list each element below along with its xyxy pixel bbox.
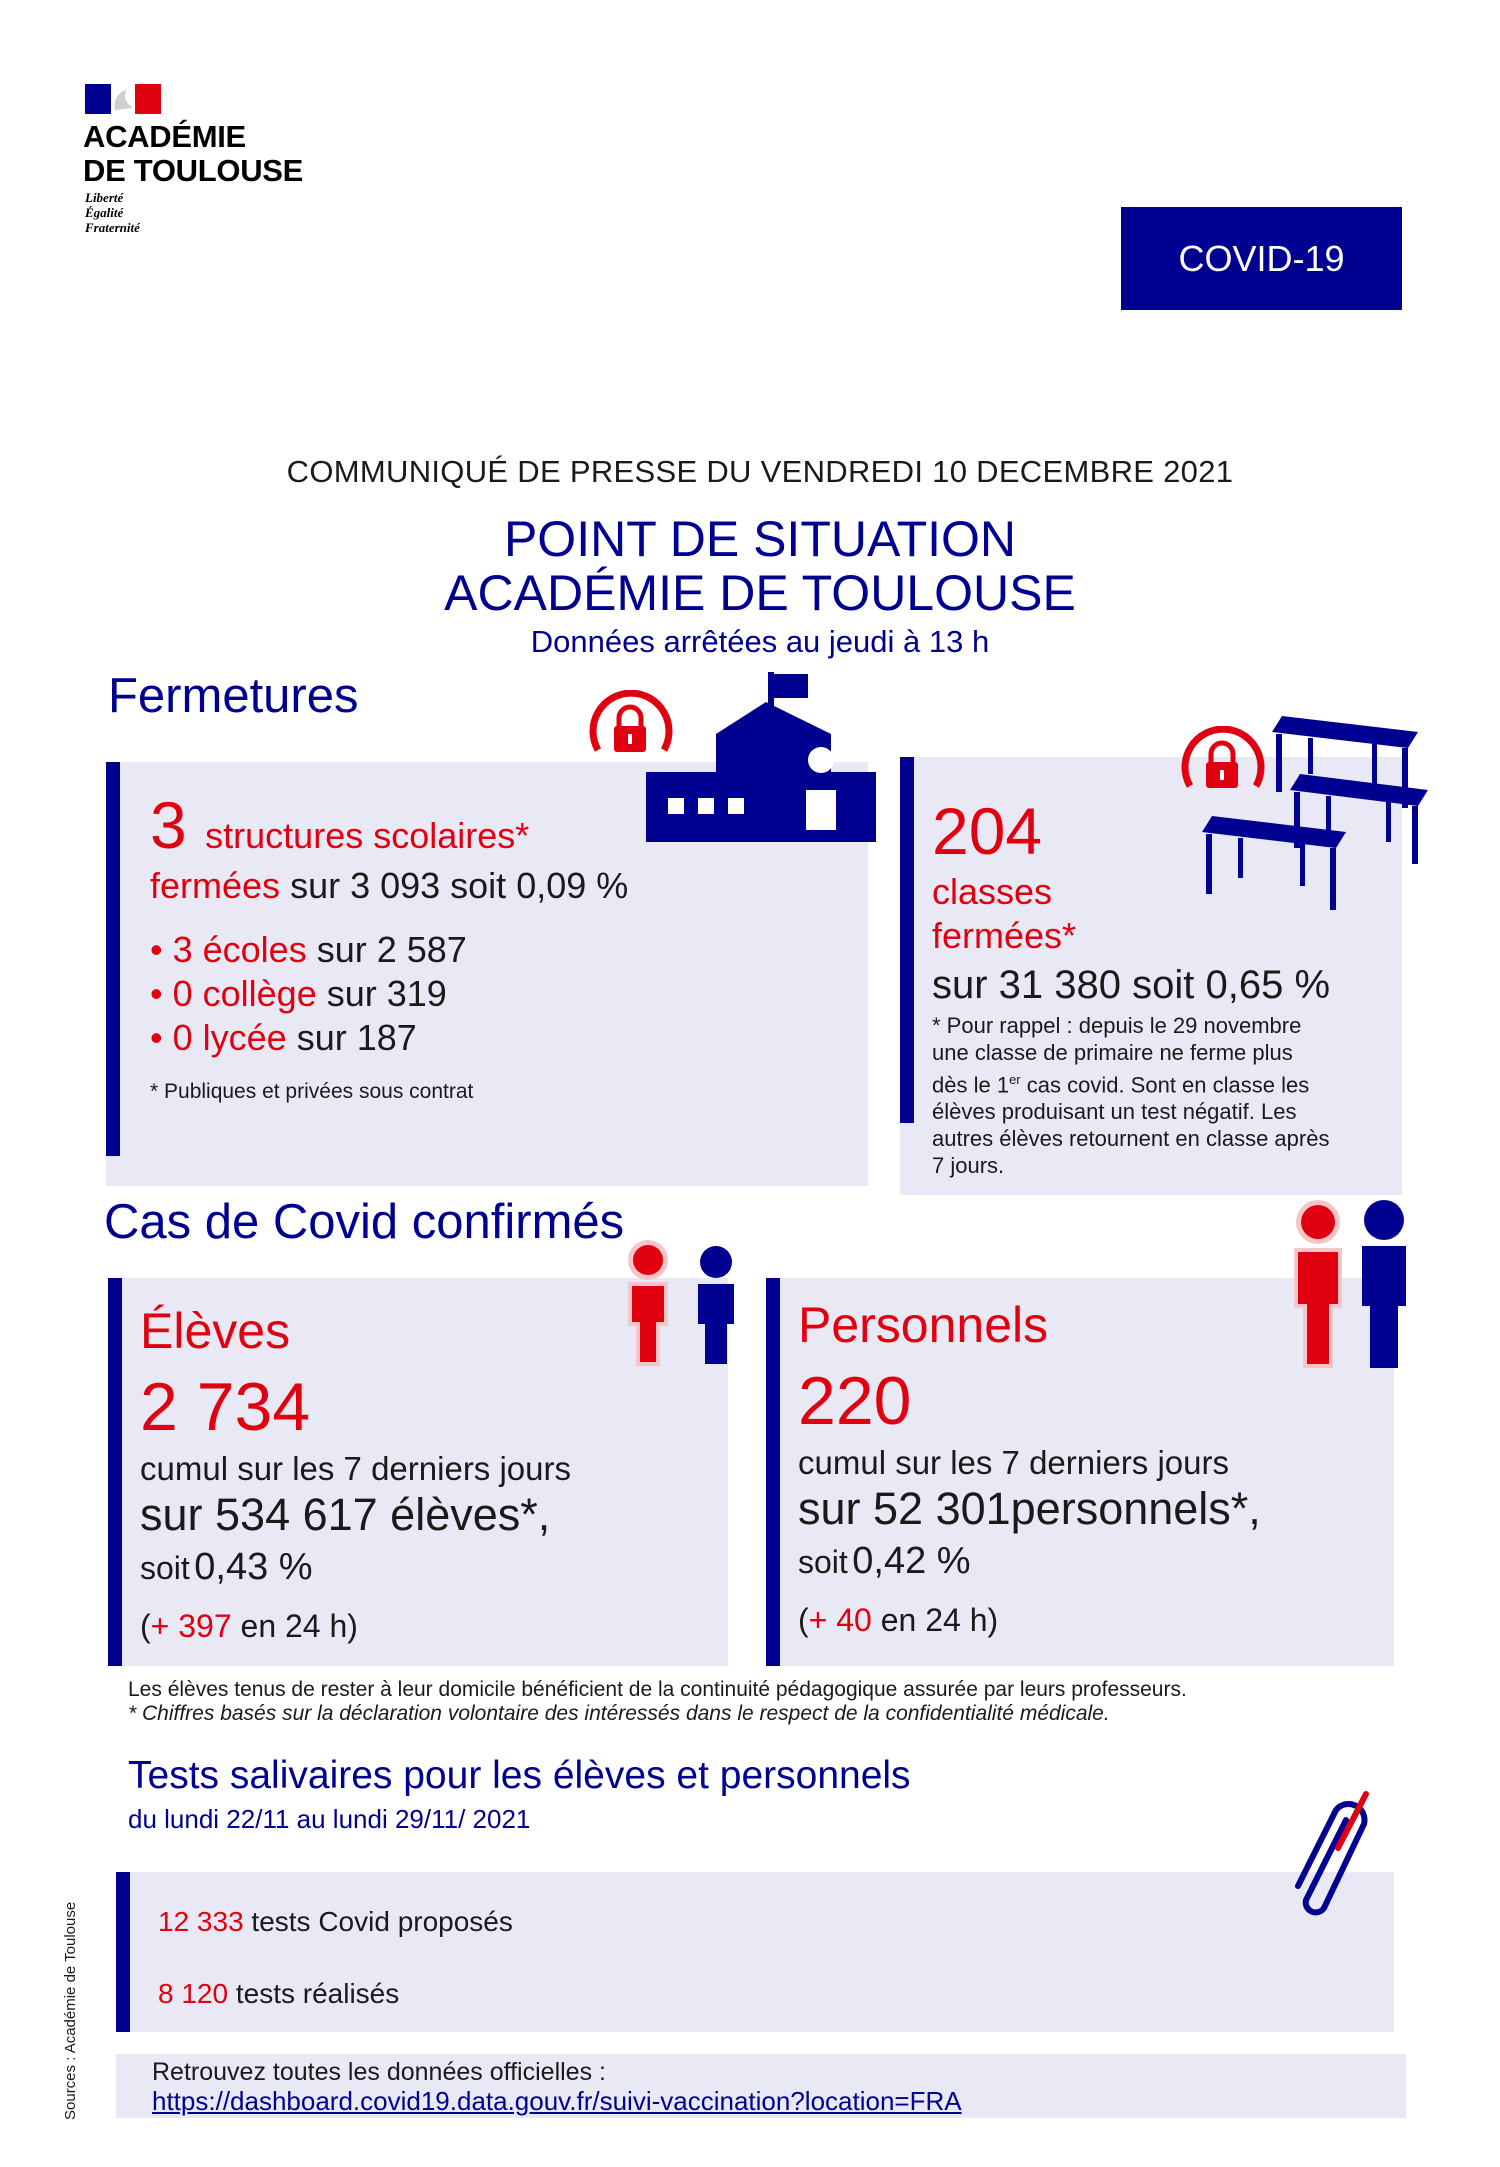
eleves-soit: soit 0,43 % bbox=[140, 1546, 313, 1588]
personnels-count: 220 bbox=[798, 1363, 912, 1439]
classes-note: * Pour rappel : depuis le 29 novembre une classe de primaire ne ferme plus dès le 1er cas covid. Sont en classe les élèves produisant un test négatif. Les autres élèves retournent en classe après 7 jours. bbox=[932, 1013, 1330, 1179]
structures-breakdown bbox=[150, 928, 467, 1060]
panel-accent-bar bbox=[116, 1872, 130, 2032]
structures-count: 3 bbox=[150, 788, 187, 862]
footer-text: Retrouvez toutes les données officielles : bbox=[152, 2058, 606, 2086]
tests-period: du lundi 22/11 au lundi 29/11/ 2021 bbox=[128, 1804, 531, 1834]
school-building-icon bbox=[646, 672, 876, 844]
paperclip-icon bbox=[1286, 1790, 1376, 1930]
eleves-count: 2 734 bbox=[140, 1369, 311, 1445]
structures-ratio: fermées sur 3 093 soit 0,09 % bbox=[150, 865, 629, 906]
personnels-total: sur 52 301personnels*, bbox=[798, 1483, 1261, 1534]
panel-accent-bar bbox=[766, 1278, 780, 1666]
list-item: • 3 écoles sur 2 587 bbox=[150, 929, 467, 970]
personnels-title: Personnels bbox=[798, 1297, 1049, 1353]
academie-logo-text: ACADÉMIE DE TOULOUSE bbox=[83, 119, 304, 188]
covid-badge: COVID-19 bbox=[1121, 207, 1402, 310]
classes-ratio: sur 31 380 soit 0,65 % bbox=[932, 963, 1331, 1007]
panel-accent-bar bbox=[900, 757, 914, 1123]
marianne-flag-icon bbox=[85, 84, 161, 114]
source-label: Sources : Académie de Toulouse bbox=[62, 1901, 79, 2120]
person-icon bbox=[1286, 1196, 1414, 1372]
list-item: • 0 collège sur 319 bbox=[150, 973, 447, 1014]
tests-heading: Tests salivaires pour les élèves et personnels bbox=[128, 1754, 911, 1797]
school-desks-icon bbox=[1196, 712, 1428, 930]
classes-label: classes fermées* bbox=[932, 871, 1077, 956]
structures-footnote: * Publiques et privées sous contrat bbox=[150, 1080, 474, 1103]
page-subtitle: Données arrêtées au jeudi à 13 h bbox=[530, 624, 990, 659]
eleves-total: sur 534 617 élèves*, bbox=[140, 1489, 551, 1540]
structures-label: structures scolaires* bbox=[205, 815, 530, 856]
panel-accent-bar bbox=[108, 1278, 122, 1666]
cas-notes: Les élèves tenus de rester à leur domicile bénéficient de la continuité pédagogique assurée par leurs professeurs. * Chiffres basés sur la déclaration volontaire des intéressés dans le respect de la confidentialité médicale. bbox=[128, 1678, 1187, 1725]
section-fermetures-heading: Fermetures bbox=[108, 669, 359, 723]
dashboard-link[interactable]: https://dashboard.covid19.data.gouv.fr/suivi-vaccination?location=FRA bbox=[152, 2086, 962, 2116]
republic-motto: Liberté Égalité Fraternité bbox=[85, 190, 140, 235]
list-item: • 0 lycée sur 187 bbox=[150, 1017, 417, 1058]
personnels-cumul: cumul sur les 7 derniers jours bbox=[798, 1444, 1229, 1481]
eleves-delta: (+ 397 en 24 h) bbox=[140, 1608, 358, 1644]
panel-accent-bar bbox=[106, 762, 120, 1156]
press-release-date: COMMUNIQUÉ DE PRESSE DU VENDREDI 10 DECEMBRE 2021 bbox=[286, 454, 1234, 489]
personnels-soit: soit 0,42 % bbox=[798, 1540, 971, 1582]
classes-count: 204 bbox=[932, 794, 1043, 868]
structures-headline bbox=[150, 790, 529, 860]
person-icon bbox=[618, 1238, 744, 1368]
section-cas-heading: Cas de Covid confirmés bbox=[104, 1195, 625, 1249]
personnels-delta: (+ 40 en 24 h) bbox=[798, 1602, 999, 1638]
eleves-cumul: cumul sur les 7 derniers jours bbox=[140, 1450, 571, 1487]
eleves-title: Élèves bbox=[140, 1303, 291, 1359]
page-title: POINT DE SITUATION ACADÉMIE DE TOULOUSE bbox=[444, 511, 1076, 621]
tests-done: 8 120 tests réalisés bbox=[158, 1978, 400, 2009]
tests-proposed: 12 333 tests Covid proposés bbox=[158, 1906, 513, 1937]
